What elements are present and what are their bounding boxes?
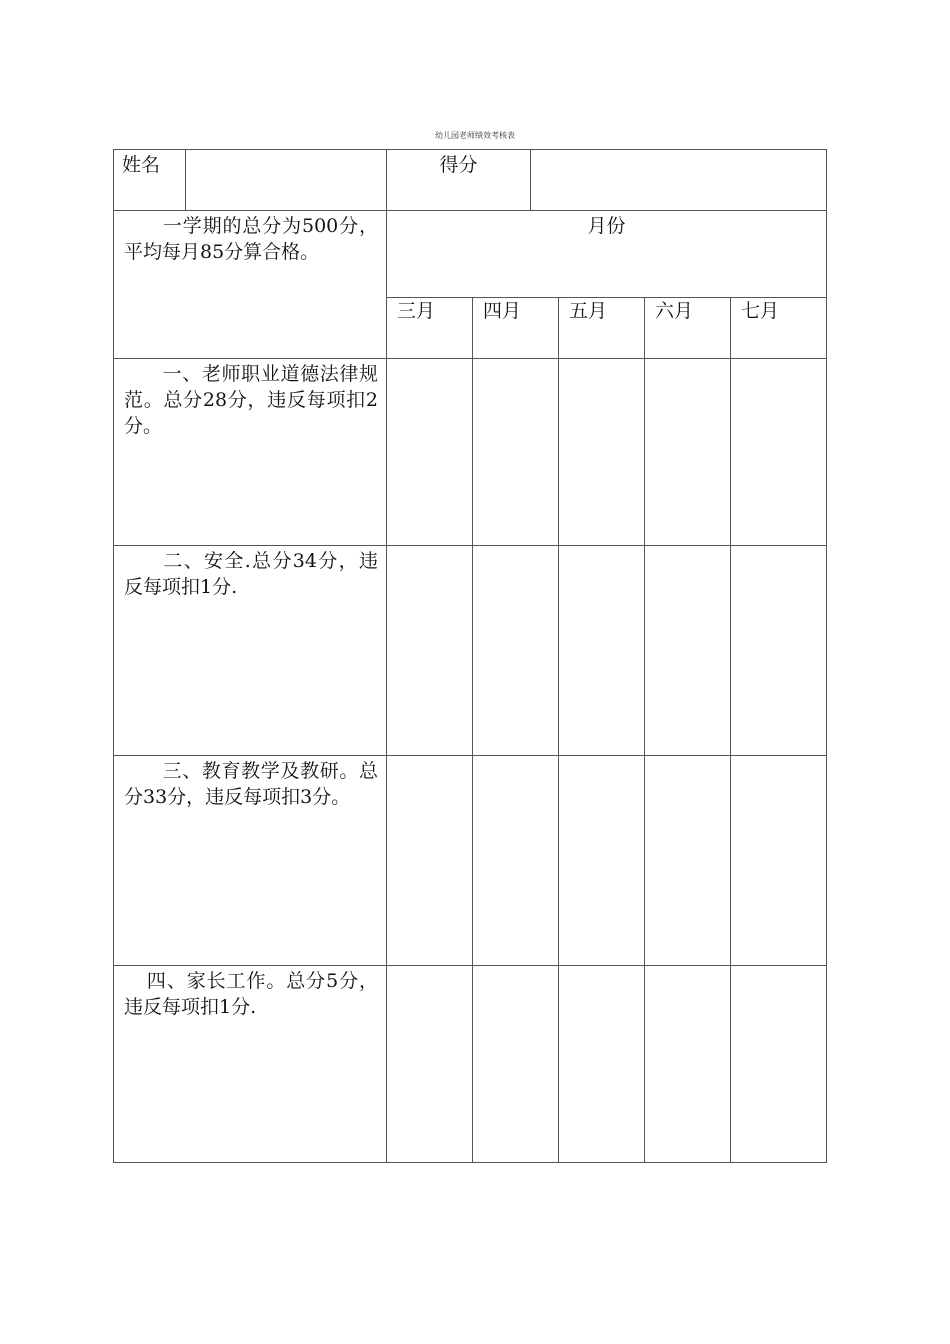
month-header: 七月 [731,298,827,359]
category-description [114,546,387,756]
category-description [114,966,387,1163]
score-cell[interactable] [473,966,559,1163]
score-cell[interactable] [645,756,731,966]
month-header: 六月 [645,298,731,359]
score-cell[interactable] [387,966,473,1163]
score-cell[interactable] [645,966,731,1163]
month-title: 月份 [387,211,827,298]
score-cell[interactable] [645,546,731,756]
score-cell[interactable] [731,359,827,546]
score-cell[interactable] [387,546,473,756]
score-cell[interactable] [731,756,827,966]
name-label: 姓名 [114,150,186,211]
score-value-cell[interactable] [531,150,827,211]
score-cell[interactable] [473,756,559,966]
rule-text-content: 一学期的总分为500分，平均每月85分算合格。 [124,215,378,263]
category-description [114,756,387,966]
category-row [114,756,827,966]
score-cell[interactable] [559,966,645,1163]
category-text: 二、安全.总分34分，违反每项扣1分. [124,550,378,598]
category-row [114,359,827,546]
score-cell[interactable] [387,359,473,546]
category-description [114,359,387,546]
month-header: 五月 [559,298,645,359]
category-row [114,966,827,1163]
score-cell[interactable] [559,756,645,966]
score-cell[interactable] [731,546,827,756]
month-header: 四月 [473,298,559,359]
category-text: 四、家长工作。总分5分，违反每项扣1分. [124,970,378,1018]
score-cell[interactable] [731,966,827,1163]
rule-text [114,211,387,359]
rule-row [114,211,827,298]
name-row [114,150,827,211]
score-cell[interactable] [473,359,559,546]
score-label: 得分 [387,150,531,211]
score-cell[interactable] [645,359,731,546]
document-header: 幼儿园老师绩效考核表 [435,131,515,140]
month-header: 三月 [387,298,473,359]
name-value-cell[interactable] [186,150,387,211]
category-text: 一、老师职业道德法律规范。总分28分，违反每项扣2分。 [124,363,378,437]
score-cell[interactable] [387,756,473,966]
appraisal-table [113,149,827,1163]
score-cell[interactable] [473,546,559,756]
category-text: 三、教育教学及教研。总分33分，违反每项扣3分。 [124,760,378,808]
category-row [114,546,827,756]
score-cell[interactable] [559,359,645,546]
score-cell[interactable] [559,546,645,756]
